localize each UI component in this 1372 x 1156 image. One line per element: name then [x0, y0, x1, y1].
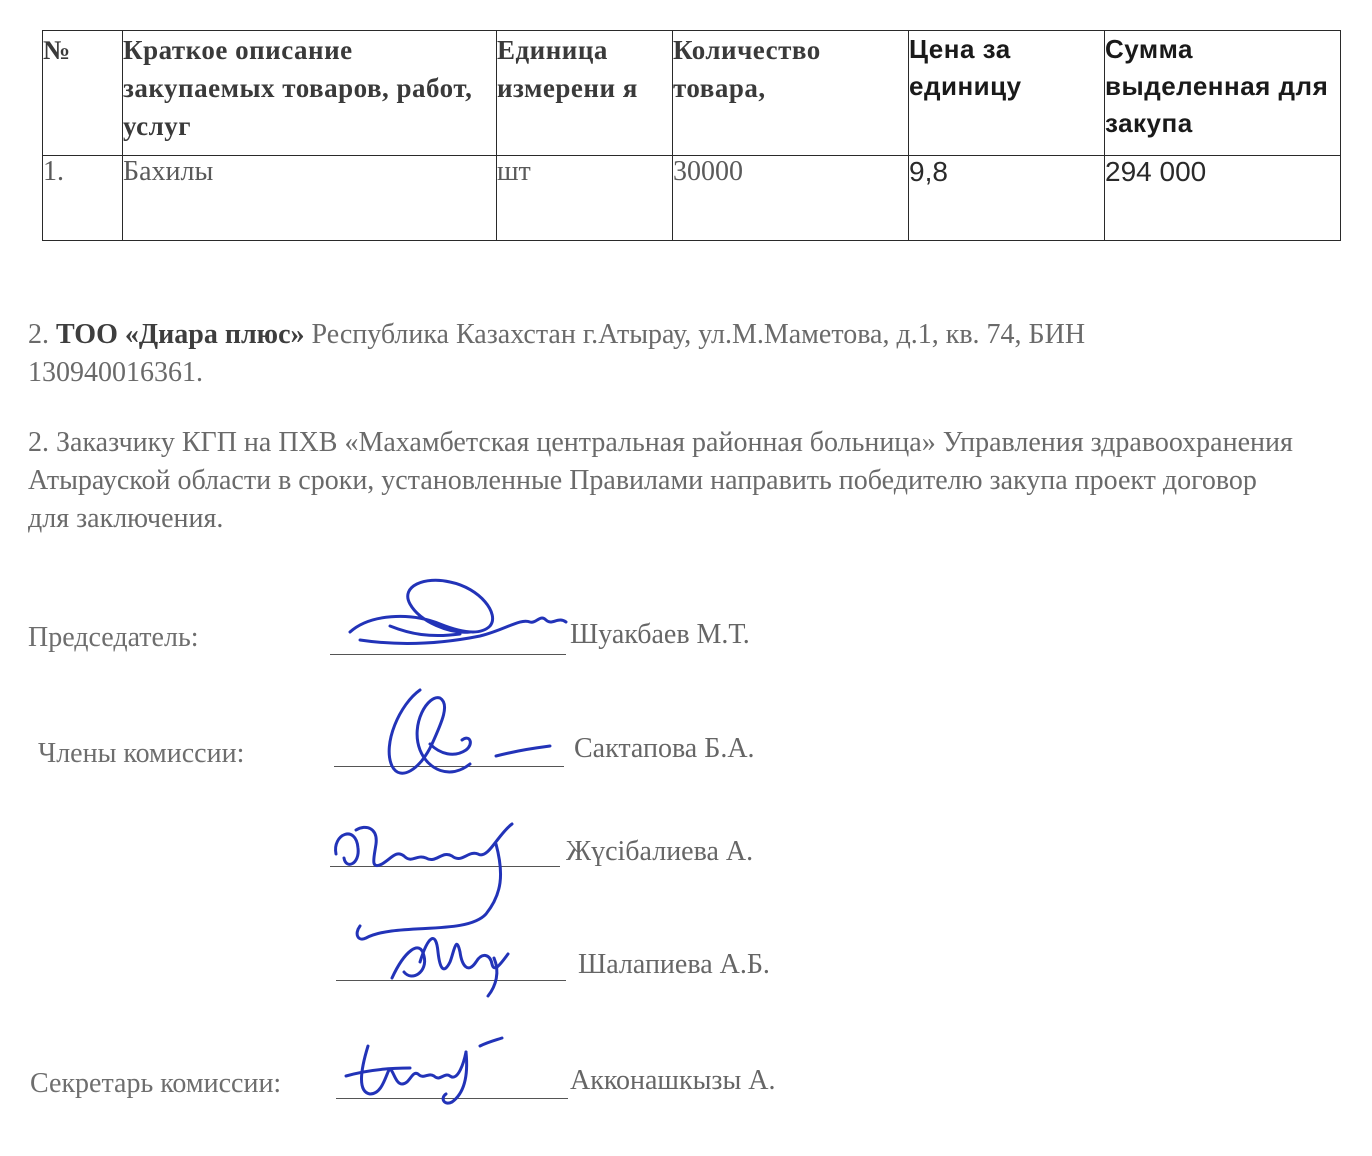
member-3-signature: [384, 922, 524, 1002]
cell-sum: 294 000: [1105, 156, 1341, 241]
header-price: Цена за единицу: [909, 31, 1105, 156]
winner-number: 2.: [28, 319, 49, 350]
chairman-signature: [330, 574, 580, 664]
table-header-row: [43, 31, 1341, 156]
winner-bin: 130940016361.: [28, 357, 203, 388]
chairman-label: Председатель:: [28, 622, 199, 653]
cell-unit: шт: [497, 156, 673, 241]
header-unit: Единица измерени я: [497, 31, 673, 156]
header-num: №: [43, 31, 123, 156]
member-1-name: Сактапова Б.А.: [574, 733, 755, 764]
secretary-label: Секретарь комиссии:: [30, 1068, 282, 1099]
header-quantity: Количество товара,: [673, 31, 909, 156]
cell-price: 9,8: [909, 156, 1105, 241]
member-2-name: Жүсібалиева А.: [566, 836, 754, 867]
cell-quantity: 30000: [673, 156, 909, 241]
members-label: Члены комиссии:: [38, 738, 245, 769]
member-3-name: Шалапиева А.Б.: [578, 949, 770, 980]
member-1-signature: [370, 684, 570, 784]
winner-company: ТОО «Диара плюс»: [56, 319, 305, 350]
secretary-signature: [340, 1032, 510, 1112]
secretary-name: Акконашкызы А.: [570, 1065, 776, 1096]
winner-paragraph: [28, 316, 1318, 392]
table-row: [43, 156, 1341, 241]
header-sum: Сумма выделенная для закупа: [1105, 31, 1341, 156]
procurement-table: [42, 30, 1341, 241]
chairman-name: Шуакбаев М.Т.: [570, 619, 750, 650]
instruction-paragraph: 2. Заказчику КГП на ПХВ «Махамбетская центральная районная больница» Управления здравоохранения Атырауской области в сроки, установленные Правилами направить победителю закупа проект договор для заключения.: [28, 427, 1293, 534]
cell-num: 1.: [43, 156, 123, 241]
cell-description: Бахилы: [123, 156, 497, 241]
winner-address: Республика Казахстан г.Атырау, ул.М.Маметова, д.1, кв. 74, БИН: [311, 319, 1086, 350]
header-description: Краткое описание закупаемых товаров, работ, услуг: [123, 31, 497, 156]
